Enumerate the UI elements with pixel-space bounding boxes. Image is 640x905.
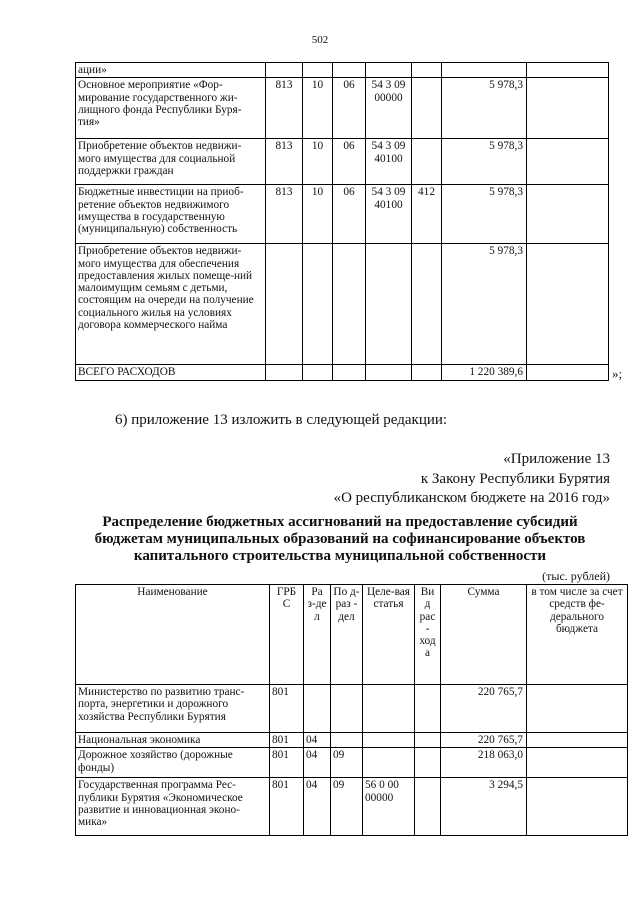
cell-vid (412, 365, 442, 381)
header-vid: Ви д рас - ход а (415, 585, 441, 685)
cell-name: Дорожное хозяйство (дорожные фонды) (76, 748, 270, 778)
cell-razdel: 04 (304, 778, 331, 836)
amendment-instruction: 6) приложение 13 изложить в следующей редакции: (115, 412, 448, 428)
table-header-row (76, 585, 628, 685)
cell-federal (527, 733, 628, 748)
header-podrazdel: По д-раз - дел (331, 585, 363, 685)
header-sum: Сумма (441, 585, 527, 685)
cell-extra (527, 365, 609, 381)
cell-target: 54 3 09 00000 (366, 78, 412, 139)
cell-razdel: 10 (303, 139, 333, 185)
cell-name: Бюджетные инвестиции на приоб-ретение объектов недвижимого имущества в государственную (муниципальную) собственность (76, 185, 266, 244)
cell-name: Приобретение объектов недвижи-мого имущества для обеспечения предоставления жилых помеще-ний малоимущим семьям с детьми, состоящим на очереди на получение социального жилья на условиях договора коммерческого найма (76, 244, 266, 365)
appendix-line-1: «Приложение 13 (503, 451, 610, 467)
cell-podrazdel: 06 (333, 185, 366, 244)
cell-sum: 5 978,3 (442, 139, 527, 185)
cell-target (366, 244, 412, 365)
cell-vid (415, 685, 441, 733)
cell-razdel: 04 (304, 733, 331, 748)
cell-sum: 5 978,3 (442, 185, 527, 244)
cell-podrazdel: 06 (333, 78, 366, 139)
cell-name: Основное мероприятие «Фор-мирование государственного жи-лищного фонда Республики Буря-тия» (76, 78, 266, 139)
cell-podrazdel: 06 (333, 139, 366, 185)
cell-podrazdel (333, 63, 366, 78)
cell-target (366, 63, 412, 78)
table-row (76, 185, 609, 244)
cell-target (366, 365, 412, 381)
page-number: 502 (311, 34, 329, 46)
cell-vid: 412 (412, 185, 442, 244)
cell-vid (415, 778, 441, 836)
cell-razdel (303, 365, 333, 381)
cell-extra (527, 63, 609, 78)
cell-razdel (304, 685, 331, 733)
cell-extra (527, 244, 609, 365)
cell-podrazdel: 09 (331, 748, 363, 778)
cell-razdel: 10 (303, 78, 333, 139)
appendix-line-3: «О республиканском бюджете на 2016 год» (333, 490, 610, 506)
header-grbs: ГРБ С (270, 585, 304, 685)
cell-vid (412, 78, 442, 139)
expenditure-table-continuation (75, 62, 609, 381)
cell-federal (527, 778, 628, 836)
cell-grbs: 801 (270, 733, 304, 748)
cell-sum: 218 063,0 (441, 748, 527, 778)
cell-target (363, 685, 415, 733)
header-target: Целе-вая статья (363, 585, 415, 685)
cell-name: Министерство по развитию транс-порта, энергетики и дорожного хозяйства Республики Бурятия (76, 685, 270, 733)
cell-grbs: 801 (270, 778, 304, 836)
cell-extra (527, 185, 609, 244)
header-name: Наименование (76, 585, 270, 685)
cell-target: 54 3 09 40100 (366, 139, 412, 185)
cell-sum: 5 978,3 (442, 78, 527, 139)
table-row (76, 748, 628, 778)
table-row (76, 78, 609, 139)
cell-federal (527, 748, 628, 778)
units-note: (тыс. рублей) (542, 569, 610, 583)
cell-vid (412, 139, 442, 185)
closing-quote-mark: »; (612, 366, 623, 381)
cell-grbs: 801 (270, 748, 304, 778)
cell-target: 54 3 09 40100 (366, 185, 412, 244)
cell-vid (412, 63, 442, 78)
table-row (76, 778, 628, 836)
appendix-header (334, 450, 610, 509)
cell-sum (442, 63, 527, 78)
cell-grbs (266, 63, 303, 78)
cell-grbs (266, 365, 303, 381)
cell-extra (527, 78, 609, 139)
cell-name: ВСЕГО РАСХОДОВ (76, 365, 266, 381)
cell-extra (527, 139, 609, 185)
cell-razdel: 04 (304, 748, 331, 778)
subsidy-distribution-table (75, 584, 628, 836)
cell-sum: 220 765,7 (441, 685, 527, 733)
cell-name: Государственная программа Рес-публики Бурятия «Экономическое развитие и инновационная эконо-мика» (76, 778, 270, 836)
cell-grbs: 801 (270, 685, 304, 733)
cell-vid (415, 733, 441, 748)
cell-grbs: 813 (266, 185, 303, 244)
cell-vid (415, 748, 441, 778)
cell-razdel: 10 (303, 185, 333, 244)
cell-sum: 3 294,5 (441, 778, 527, 836)
cell-grbs: 813 (266, 78, 303, 139)
cell-target: 56 0 00 00000 (363, 778, 415, 836)
cell-razdel (303, 244, 333, 365)
cell-sum: 1 220 389,6 (442, 365, 527, 381)
cell-grbs (266, 244, 303, 365)
header-razdel: Ра з-де л (304, 585, 331, 685)
table-row (76, 244, 609, 365)
cell-target (363, 748, 415, 778)
cell-podrazdel: 09 (331, 778, 363, 836)
cell-federal (527, 685, 628, 733)
table-row (76, 733, 628, 748)
cell-podrazdel (331, 685, 363, 733)
table-row-total (76, 365, 609, 381)
cell-podrazdel (333, 365, 366, 381)
cell-vid (412, 244, 442, 365)
table-row (76, 63, 609, 78)
cell-grbs: 813 (266, 139, 303, 185)
header-federal: в том числе за счет средств фе-дерального бюджета (527, 585, 628, 685)
cell-target (363, 733, 415, 748)
document-title: Распределение бюджетных ассигнований на предоставление субсидий бюджетам муниципальных образований на софинансирование объектов капитального строительства муниципальной собственности (94, 514, 586, 564)
cell-podrazdel (331, 733, 363, 748)
appendix-line-2: к Закону Республики Бурятия (420, 470, 610, 487)
cell-name: Национальная экономика (76, 733, 270, 748)
cell-name: ации» (76, 63, 266, 78)
cell-razdel (303, 63, 333, 78)
cell-sum: 220 765,7 (441, 733, 527, 748)
table-row (76, 685, 628, 733)
cell-podrazdel (333, 244, 366, 365)
cell-name: Приобретение объектов недвижи-мого имущества для социальной поддержки граждан (76, 139, 266, 185)
table-row (76, 139, 609, 185)
cell-sum: 5 978,3 (442, 244, 527, 365)
